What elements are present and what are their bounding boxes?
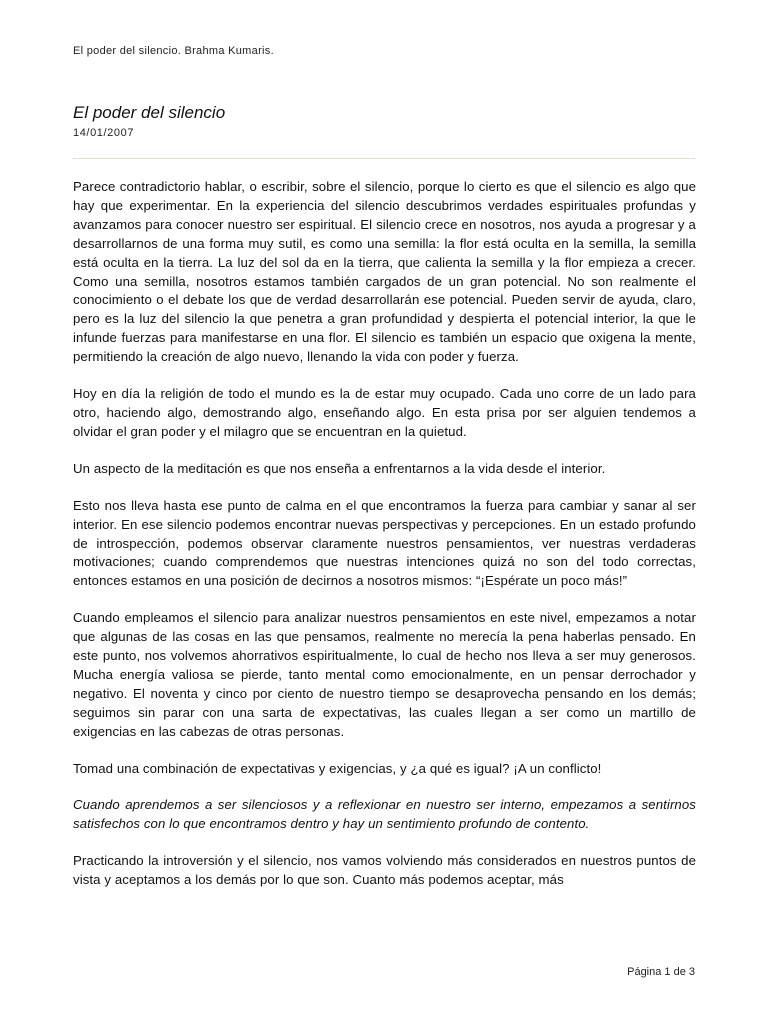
paragraph: Hoy en día la religión de todo el mundo es la de estar muy ocupado. Cada uno corre de un lado para otro, haciendo algo, demostrando algo, enseñando algo. En esta prisa por ser alguien tendemos a olvidar el gran poder y el milagro que se encuentran en la quietud. [73, 386, 696, 439]
paragraph: Cuando empleamos el silencio para analizar nuestros pensamientos en este nivel, empezamos a notar que algunas de las cosas en las que pensamos, realmente no merecía la pena haberlas pensado. En este punto, nos volvemos ahorrativos espiritualmente, lo cual de hecho nos lleva a ser muy generosos. Mucha energía valiosa se pierde, tanto mental como emocionalmente, en un pensar derrochador y negativo. El noventa y cinco por ciento de nuestro tiempo se desaprovecha pensando en los demás; seguimos sin parar con una sarta de expectativas, las cuales llegan a ser como un martillo de exigencias en las cabezas de otras personas. [73, 610, 696, 739]
paragraph: Tomad una combinación de expectativas y exigencias, y ¿a qué es igual? ¡A un conflicto! [73, 760, 602, 776]
running-header: El poder del silencio. Brahma Kumaris. [73, 45, 274, 57]
title-divider [73, 158, 695, 159]
paragraph-italic: Cuando aprendemos a ser silenciosos y a reflexionar en nuestro ser interno, empezamos a sentirnos satisfechos con lo que encontramos dentro y hay un sentimiento profundo de contento. [73, 797, 696, 832]
paragraph: Parece contradictorio hablar, o escribir, sobre el silencio, porque lo cierto es que el silencio es algo que hay que experimentar. En la experiencia del silencio descubrimos verdades espirituales profundas y avanzamos para conocer nuestro ser espiritual. El silencio crece en nosotros, nos ayuda a progresar y a desarrollarnos de una forma muy sutil, es como una semilla: la flor está oculta en la semilla, la semilla está oculta en la tierra. La luz del sol da en la tierra, que calienta la semilla y la flor empieza a crecer. Como una semilla, nosotros estamos también cargados de un gran potencial. No son realmente el conocimiento o el debate los que de verdad desarrollarán ese potencial. Pueden servir de ayuda, claro, pero es la luz del silencio la que penetra a gran profundidad y despierta el potencial interior, la que le infunde fuerzas para manifestarse en una flor. El silencio es también un espacio que oxigena la mente, permitiendo la creación de algo nuevo, llenando la vida con poder y fuerza. [73, 179, 696, 365]
paragraph: Un aspecto de la meditación es que nos enseña a enfrentarnos a la vida desde el interior. [73, 460, 606, 476]
paragraph: Esto nos lleva hasta ese punto de calma en el que encontramos la fuerza para cambiar y sanar al ser interior. En ese silencio podemos encontrar nuevas perspectivas y percepciones. En un estado profundo de introspección, podemos observar claramente nuestros pensamientos, ver nuestras verdaderas motivaciones; cuando comprendemos que nuestras intenciones quizá no son del todo correctas, entonces estamos en una posición de decirnos a nosotros mismos: “¡Espérate un poco más!” [73, 497, 696, 589]
page-number: Página 1 de 3 [627, 966, 695, 978]
article-body [73, 178, 696, 890]
article-date: 14/01/2007 [73, 127, 135, 139]
paragraph: Practicando la introversión y el silencio, nos vamos volviendo más considerados en nuestros puntos de vista y aceptamos a los demás por lo que son. Cuanto más podemos aceptar, más [73, 853, 696, 888]
article-title: El poder del silencio [73, 103, 226, 122]
